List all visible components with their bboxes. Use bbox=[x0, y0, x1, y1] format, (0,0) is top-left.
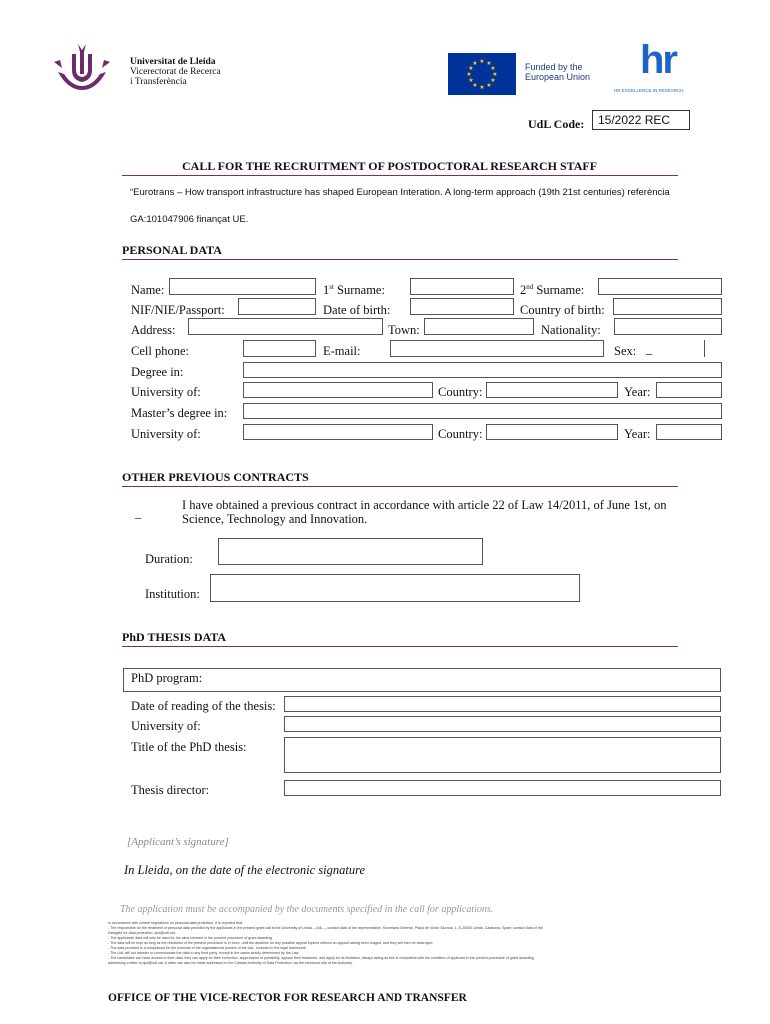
cob-field[interactable] bbox=[613, 298, 722, 315]
sex-value[interactable]: _ bbox=[646, 342, 653, 356]
phone-field[interactable] bbox=[243, 340, 316, 357]
phd-program-field[interactable] bbox=[123, 668, 721, 692]
svg-text:★: ★ bbox=[490, 77, 496, 84]
svg-text:★: ★ bbox=[486, 82, 492, 89]
year1-label: Year: bbox=[624, 385, 651, 399]
svg-text:★: ★ bbox=[479, 58, 485, 65]
thesis-director-label: Thesis director: bbox=[131, 783, 210, 797]
udl-code-label: UdL Code: bbox=[528, 117, 585, 131]
surname2-label: 2nd Surname: bbox=[520, 283, 585, 298]
country1-label: Country: bbox=[438, 385, 483, 399]
footnote-line: - The applicants' data will only be used for the aims inherent in the present procedure of grant awarding. bbox=[108, 936, 274, 940]
phd-university-label: University of: bbox=[131, 719, 201, 733]
thesis-title-label: Title of the PhD thesis: bbox=[131, 740, 247, 754]
svg-text:★: ★ bbox=[479, 84, 485, 91]
office-footer: OFFICE OF THE VICE-RECTOR FOR RESEARCH AND TRANSFER bbox=[108, 992, 467, 1004]
name-label: Name: bbox=[131, 283, 165, 297]
svg-text:★: ★ bbox=[468, 65, 474, 72]
university1-field[interactable] bbox=[243, 382, 433, 398]
phone-label: Cell phone: bbox=[131, 344, 189, 358]
previous-contract-text2: Science, Technology and Innovation. bbox=[182, 512, 368, 526]
svg-text:★: ★ bbox=[472, 82, 478, 89]
eu-line1: Funded by the bbox=[525, 62, 583, 72]
degree-field[interactable] bbox=[243, 362, 722, 378]
udl-logo bbox=[50, 42, 125, 94]
svg-text:★: ★ bbox=[472, 60, 478, 67]
data-protection-notes bbox=[108, 921, 688, 966]
personal-data-rule bbox=[122, 259, 678, 260]
email-field[interactable] bbox=[390, 340, 604, 357]
personal-data-heading: PERSONAL DATA bbox=[122, 243, 222, 257]
project-text-line1: “Eurotrans – How transport infrastructure has shaped European Interation. A long-term approach (19th 21st centuries) referència bbox=[130, 187, 670, 198]
master-label: Master’s degree in: bbox=[131, 406, 228, 420]
signature-placeholder[interactable]: [Applicant’s signature] bbox=[127, 836, 229, 848]
surname1-field[interactable] bbox=[410, 278, 514, 295]
svg-text:★: ★ bbox=[490, 65, 496, 72]
eu-funding-text bbox=[525, 62, 590, 82]
nif-label: NIF/NIE/Passport: bbox=[131, 303, 225, 317]
vice-rectorate-line2: i Transferència bbox=[130, 77, 187, 87]
udl-logo-text bbox=[130, 57, 221, 87]
hr-caption: HR EXCELLENCE IN RESEARCH bbox=[614, 88, 684, 93]
university-name: Universitat de Lleida bbox=[130, 57, 216, 67]
footnote-line: In accordance with current regulations on personal data protection, it is reported that: bbox=[108, 921, 244, 925]
cob-label: Country of birth: bbox=[520, 303, 605, 317]
project-text-line2: GA:101047906 finançat UE. bbox=[130, 214, 249, 225]
name-field[interactable] bbox=[169, 278, 316, 295]
surname2-field[interactable] bbox=[598, 278, 722, 295]
svg-text:★: ★ bbox=[468, 77, 474, 84]
contracts-rule bbox=[122, 486, 678, 487]
nif-field[interactable] bbox=[238, 298, 316, 315]
contracts-heading: OTHER PREVIOUS CONTRACTS bbox=[122, 470, 309, 484]
place-date-text: In Lleida, on the date of the electronic signature bbox=[124, 863, 366, 877]
sex-label: Sex: bbox=[614, 344, 637, 358]
year2-field[interactable] bbox=[656, 424, 722, 440]
accompany-note: The application must be accompanied by the documents specified in the call for applications. bbox=[120, 904, 494, 915]
udl-code-field[interactable]: 15/2022 REC bbox=[592, 110, 690, 130]
phd-rule bbox=[122, 646, 678, 647]
title-rule bbox=[122, 175, 678, 176]
svg-text:★: ★ bbox=[486, 60, 492, 67]
dob-field[interactable] bbox=[410, 298, 514, 315]
footnote-line: - The data will be kept as long as the resolution of the present procedure is in force, until the deadline for any possible appeal expires without an appeal having been lodged, and they will then be destroyed. bbox=[108, 941, 434, 945]
institution-field[interactable] bbox=[210, 574, 580, 602]
duration-label: Duration: bbox=[145, 552, 193, 566]
address-label: Address: bbox=[131, 323, 176, 337]
phd-heading: PhD THESIS DATA bbox=[122, 630, 227, 644]
phd-program-label: PhD program: bbox=[131, 671, 203, 685]
university2-label: University of: bbox=[131, 427, 201, 441]
duration-field[interactable] bbox=[218, 538, 483, 565]
town-field[interactable] bbox=[424, 318, 534, 335]
previous-contract-checkbox[interactable]: _ bbox=[135, 506, 142, 520]
svg-text:★: ★ bbox=[466, 71, 472, 78]
footnote-line: - The UdL will not transfer or communicate the data to any third party, except in the cases strictly determined by the Law. bbox=[108, 951, 300, 955]
svg-text:★: ★ bbox=[492, 71, 498, 78]
footnote-line: - The responsible for the treatment of personal data provided by the applicants in the present grant call is the University of Lleida – UdL –, contact data of the representative: Secretaria General, Plaça de Víctor Siurana, 1, E-25003 Lleida, Catalonia, Spain; contact data of the bbox=[108, 926, 543, 930]
previous-contract-text1: I have obtained a previous contract in accordance with article 22 of Law 14/2011, of June 1st, on bbox=[182, 498, 667, 512]
email-label: E-mail: bbox=[323, 344, 361, 358]
eu-flag bbox=[448, 53, 516, 95]
town-label: Town: bbox=[388, 323, 420, 337]
university2-field[interactable] bbox=[243, 424, 433, 440]
institution-label: Institution: bbox=[145, 587, 200, 601]
university1-label: University of: bbox=[131, 385, 201, 399]
thesis-date-field[interactable] bbox=[284, 696, 721, 712]
vice-rectorate-line1: Vicerectorat de Recerca bbox=[130, 67, 221, 77]
eu-line2: European Union bbox=[525, 72, 591, 82]
footnote-line: - The candidates can have access to their data; they can apply for their correction, suppression or portability, oppose their treatment, and apply for its limitation, always acting as this is compatible with the condition of applicant in the present procedure of grant awarding, bbox=[108, 956, 535, 960]
call-title: CALL FOR THE RECRUITMENT OF POSTDOCTORAL RESEARCH STAFF bbox=[182, 159, 598, 173]
footnote-line: - The data provided is a compulsory for the exercise of the organisational powers of the UdL, included in the legal framework. bbox=[108, 946, 307, 950]
phd-university-field[interactable] bbox=[284, 716, 721, 732]
hr-logo-icon: hr bbox=[640, 38, 676, 82]
footnote-line: Delegate for data protection: dpd@udl.cat. bbox=[108, 931, 176, 935]
master-field[interactable] bbox=[243, 403, 722, 419]
surname1-label: 1st Surname: bbox=[323, 283, 385, 298]
thesis-title-field[interactable] bbox=[284, 737, 721, 773]
country1-field[interactable] bbox=[486, 382, 618, 398]
footnote-line: addressing a letter to dpd@udl.cat. A claim can also be made addressed to the Catalan Authority of Data Protection, via the electronic site of the Authority. bbox=[108, 961, 353, 965]
dob-label: Date of birth: bbox=[323, 303, 391, 317]
degree-label: Degree in: bbox=[131, 365, 184, 379]
thesis-date-label: Date of reading of the thesis: bbox=[131, 699, 276, 713]
address-field[interactable] bbox=[188, 318, 383, 335]
sex-field-edge bbox=[704, 340, 705, 357]
country2-label: Country: bbox=[438, 427, 483, 441]
nationality-label: Nationality: bbox=[541, 323, 601, 337]
year1-field[interactable] bbox=[656, 382, 722, 398]
country2-field[interactable] bbox=[486, 424, 618, 440]
nationality-field[interactable] bbox=[614, 318, 722, 335]
year2-label: Year: bbox=[624, 427, 651, 441]
thesis-director-field[interactable] bbox=[284, 780, 721, 796]
